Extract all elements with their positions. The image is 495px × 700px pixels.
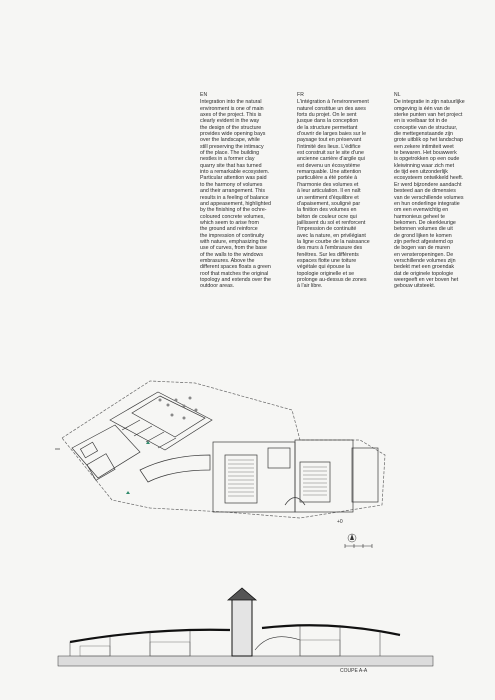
language-label-en: EN [200,92,208,98]
scale-bar [345,544,372,548]
body-text-fr: L'intégration à l'environnement naturel constitue un des axes forts du projet. On le sent jusque dans la conception de la structure permettant d'ouvrir de larges baies sur le paysage tout en préservant l'intimité des lieux. L'édifice est construit sur le site d'une ancienne carrière d'argile qui est devenu un écosystème remarquable. Une attention particulière a été portée à l'harmonie des volumes et à leur articulation. Il en naît un sentiment d'équilibre et d'apaisement, souligné par la finition des volumes en béton de couleur ocre qui jaillissent du sol et renforcent l'impression de continuité avec la nature, en privilégiant la ligne courbe de la naissance des murs à l'embrasure des fenêtres. Sur les différents espaces flotte une toiture végétale qui épouse la topologie originelle et se prolonge au-dessus de zones à l'air libre. [297,99,370,290]
plan-level-label: +0 [337,519,343,525]
language-label-fr: FR [297,92,305,98]
body-text-nl: De integratie in zijn natuurlijke omgeving is één van de sterke punten van het project en is voelbaar tot in de conceptie van de structuur, die mettegenstaande zijn grote uitblik op het landschap een zekere intimiteit weet te bewaren. Het bouwwerk is opgetrokken op een oude kleiwinning waar zich met de tijd een uitzonderlijk ecosysteem ontwikkeld heeft. Er werd bijzondere aandacht besteed aan de dimensies van de verschillende volumes en hun onderlinge integratie om een evenwichtig en harmonieus geheel te bekomen. De okerkleurige betonnen volumes die uit de grond lijken te komen zijn perfect afgestemd op de bogen van de muren en vensteropeningen. De verschillende volumes zijn bedekt met een groendak dat de originele topologie weergeeft en ver boven het gebouw uitsteekt. [394,99,465,290]
ground-band [58,656,433,666]
section-drawing [58,588,433,666]
stage-room [268,448,290,468]
section-room-1 [80,646,110,656]
tower [232,598,252,656]
service-block [352,448,378,502]
auditorium-right [300,462,330,502]
seating-rows-right [303,467,327,495]
body-text-en: Integration into the natural environment is one of main axes of the project. This is clearly evident in the way the design of the structure provides wide opening bays over the landscape, while still preserving the intimacy of the place. The building nestles in a former clay quarry site that has turned into a remarkable ecosystem. Particular attention was paid to the harmony of volumes and their arrangement. This results in a feeling of balance and appeasement, highlighted by the finishing of the ochre- coloured concrete volumes, which seem to arise from the ground and reinforce the impression of continuity with nature, emphasizing the use of curves, from the base of the walls to the windows embrasures. Above the different spaces floats a green roof that matches the original topology and extends over the outdoor areas. [200,99,271,290]
curved-walkway [140,455,210,482]
section-room-2 [150,642,190,656]
room-left-small [80,442,97,458]
language-label-nl: NL [394,92,401,98]
section-room-3 [300,640,340,656]
section-caption: COUPE A-A [340,668,368,674]
wing-left-block [72,425,140,478]
courtyard-trees [159,397,198,420]
site-boundary [62,381,385,518]
tower-roof [228,588,256,600]
seating-rows-left [228,460,254,496]
roof-right [262,625,400,635]
right-hall [295,440,353,512]
marker-triangle-1 [126,491,130,494]
north-arrow [348,534,356,542]
section-curve [255,637,300,650]
